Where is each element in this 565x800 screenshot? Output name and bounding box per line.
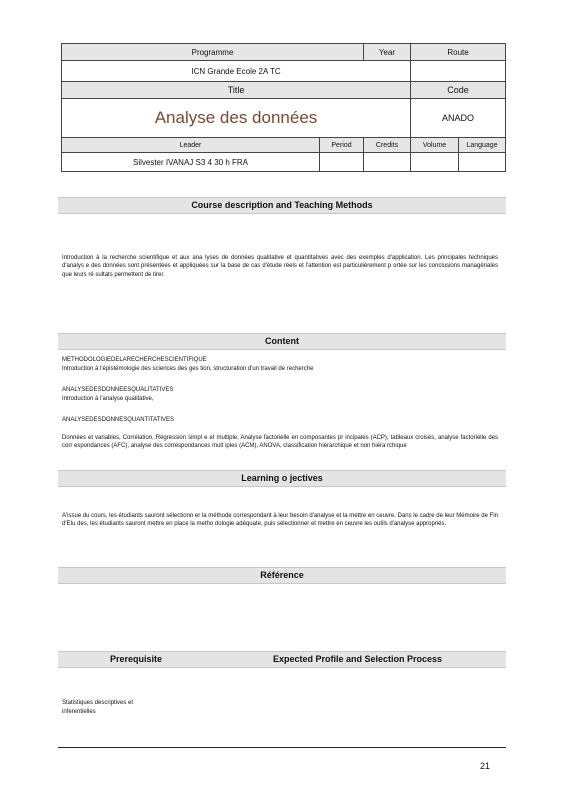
prerequisite-line-2: inferentielles (62, 709, 96, 715)
expected-profile-heading: Expected Profile and Selection Process (273, 654, 443, 664)
language-label: Language (459, 138, 506, 153)
content-line-2: Introduction à l'épistémologie des sciences des ges tion, structuration d'un travail de recherche (62, 366, 314, 372)
content-text: Données et variables, Corrélation, Régression simpl e et multiple, Analyse factorielle en composantes pr incipales (ACP), tableaux croisés, analyse factorielle des corr espondances (AFC), analyse des correspondances mult iples (ACM), ANOVA, classification hiérarchique et non hiéra rchique (62, 435, 498, 450)
course-code: ANADO (411, 99, 506, 138)
learning-objectives-text: A'issue du cours, les étudiants sauront sélectionn er la méthode correspondant à leur besoin d'analyse et la mettre en ceuvre. Dans le cadre de leur Mémoire de Fin d'Etu des, les étudiants sauront mettre en place la metho dologie adéquate, puis sélectionner et mettre en ceuvre les outils d'analyse appropriés. (62, 513, 498, 528)
period-label: Period (320, 138, 364, 153)
learning-objectives-heading: Learning o jectives (58, 470, 506, 487)
leader-value: Silvester IVANAJ S3 4 30 h FRA (62, 153, 320, 172)
course-title: Analyse des données (62, 99, 411, 138)
content-heading: Content (58, 333, 506, 350)
content-line-5: ANALYSEDESDONNESQUANTITATIVES (62, 417, 175, 423)
credits-label: Credits (364, 138, 411, 153)
code-label: Code (411, 82, 506, 99)
content-line-4: Introduction à l'analyse qualitative, (62, 396, 154, 402)
leader-label: Leader (62, 138, 320, 153)
route-label: Route (411, 44, 506, 61)
footer-rule (58, 747, 506, 748)
prerequisite-heading: Prerequisite (110, 654, 163, 664)
prerequisite-line-1: Statistiques descriptives et (62, 700, 134, 706)
title-label: Title (62, 82, 411, 99)
course-description-text: Introduction à la recherche scientifique et aux ana lyses de données qualitative et quantitatives avec des exemples d'application. Les principales techniques d'analys e des données sont présentées et appliquées sur la base de cas d'étude réels et l'attention est particulièrement p ortée sur les conclusions managériales que leurs ré sultats permettent de tirer. (62, 255, 498, 278)
year-label: Year (364, 44, 411, 61)
volume-label: Volume (411, 138, 459, 153)
credits-value (364, 153, 411, 172)
programme-label: Programme (62, 44, 364, 61)
page-number: 21 (480, 761, 491, 771)
volume-value (411, 153, 459, 172)
period-value (320, 153, 364, 172)
content-line-1: METHODOLOGIEDELARECHERCHESCIENTIFIQUE (62, 357, 207, 363)
programme-value: ICN Grande Ecole 2A TC (62, 61, 411, 82)
prerequisite-bar (58, 651, 506, 668)
route-value (411, 61, 506, 82)
content-line-3: ANALYSEDESDONNEESQUALITATIVES (62, 387, 174, 393)
language-value (459, 153, 506, 172)
reference-heading: Référence (58, 567, 506, 584)
course-description-heading: Course description and Teaching Methods (58, 197, 506, 214)
course-header-table (61, 43, 506, 172)
